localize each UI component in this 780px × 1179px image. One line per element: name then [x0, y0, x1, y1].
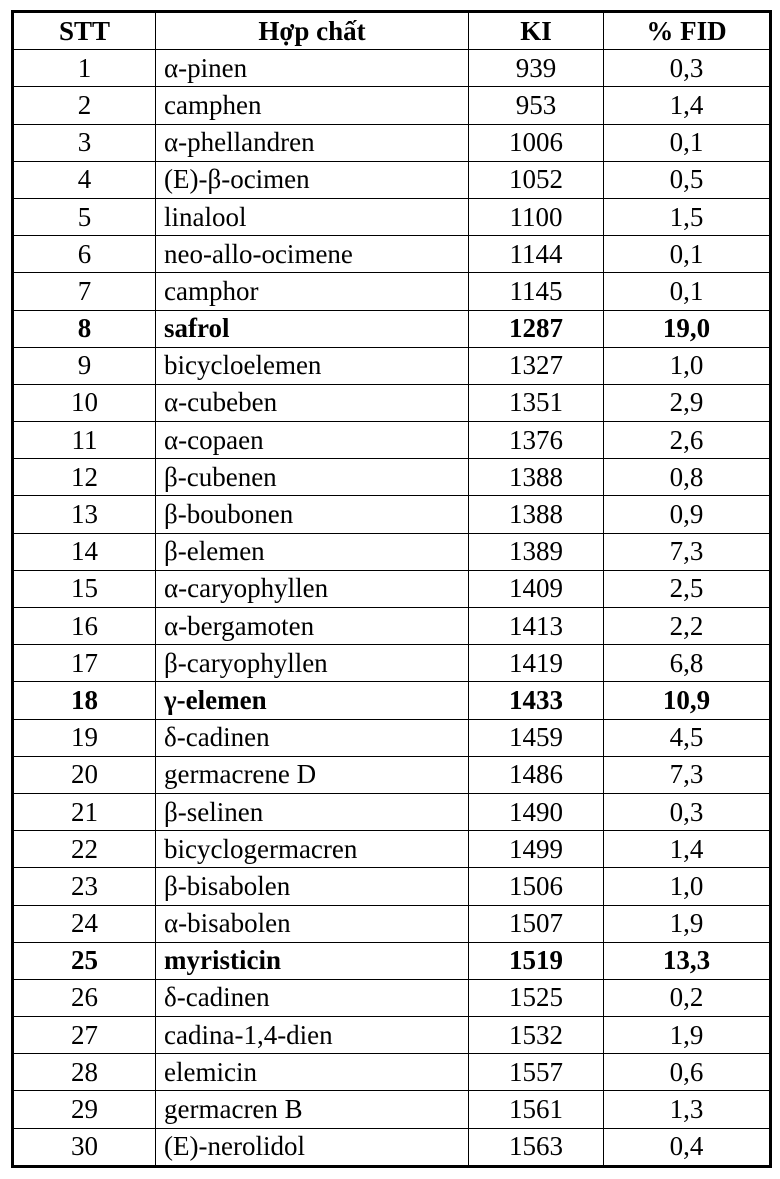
cell-fid: 1,4 [604, 831, 770, 868]
cell-compound: α-bisabolen [156, 905, 469, 942]
cell-compound: bicyclogermacren [156, 831, 469, 868]
table-row [14, 793, 770, 830]
table-row [14, 608, 770, 645]
cell-stt: 18 [14, 682, 156, 719]
cell-stt: 11 [14, 422, 156, 459]
cell-stt: 6 [14, 236, 156, 273]
cell-ki: 1327 [469, 347, 604, 384]
cell-ki: 1557 [469, 1054, 604, 1091]
cell-compound: camphen [156, 87, 469, 124]
cell-ki: 1389 [469, 533, 604, 570]
cell-ki: 1459 [469, 719, 604, 756]
cell-fid: 19,0 [604, 310, 770, 347]
cell-fid: 2,9 [604, 384, 770, 421]
cell-compound: germacren B [156, 1091, 469, 1128]
cell-ki: 1507 [469, 905, 604, 942]
table-row [14, 87, 770, 124]
cell-ki: 1100 [469, 198, 604, 235]
cell-fid: 0,3 [604, 793, 770, 830]
cell-compound: bicycloelemen [156, 347, 469, 384]
cell-fid: 0,5 [604, 161, 770, 198]
cell-stt: 30 [14, 1128, 156, 1165]
cell-ki: 1145 [469, 273, 604, 310]
cell-fid: 0,9 [604, 496, 770, 533]
cell-stt: 23 [14, 868, 156, 905]
cell-compound: safrol [156, 310, 469, 347]
cell-fid: 1,5 [604, 198, 770, 235]
cell-stt: 17 [14, 645, 156, 682]
cell-fid: 0,1 [604, 236, 770, 273]
cell-stt: 28 [14, 1054, 156, 1091]
cell-fid: 2,5 [604, 570, 770, 607]
table-row [14, 310, 770, 347]
cell-compound: neo-allo-ocimene [156, 236, 469, 273]
cell-stt: 22 [14, 831, 156, 868]
cell-compound: α-cubeben [156, 384, 469, 421]
cell-fid: 1,3 [604, 1091, 770, 1128]
table-row [14, 1017, 770, 1054]
cell-stt: 4 [14, 161, 156, 198]
cell-stt: 13 [14, 496, 156, 533]
cell-compound: myristicin [156, 942, 469, 979]
table-row [14, 756, 770, 793]
header-row [14, 13, 770, 50]
table-row [14, 50, 770, 87]
cell-stt: 26 [14, 979, 156, 1016]
table-row [14, 905, 770, 942]
cell-fid: 0,2 [604, 979, 770, 1016]
cell-compound: camphor [156, 273, 469, 310]
cell-stt: 25 [14, 942, 156, 979]
cell-compound: α-pinen [156, 50, 469, 87]
cell-fid: 0,1 [604, 273, 770, 310]
cell-compound: (E)-nerolidol [156, 1128, 469, 1165]
cell-stt: 9 [14, 347, 156, 384]
header-ki: KI [469, 13, 604, 50]
table-row [14, 236, 770, 273]
cell-fid: 7,3 [604, 756, 770, 793]
cell-stt: 21 [14, 793, 156, 830]
cell-fid: 1,9 [604, 1017, 770, 1054]
cell-ki: 1419 [469, 645, 604, 682]
compound-table [13, 12, 770, 1166]
cell-fid: 2,2 [604, 608, 770, 645]
table-row [14, 496, 770, 533]
cell-compound: β-cubenen [156, 459, 469, 496]
table-body [14, 50, 770, 1166]
cell-fid: 13,3 [604, 942, 770, 979]
table-row [14, 645, 770, 682]
cell-fid: 6,8 [604, 645, 770, 682]
cell-stt: 14 [14, 533, 156, 570]
table-row [14, 384, 770, 421]
cell-compound: α-bergamoten [156, 608, 469, 645]
table-row [14, 1091, 770, 1128]
cell-ki: 939 [469, 50, 604, 87]
cell-compound: α-caryophyllen [156, 570, 469, 607]
cell-fid: 1,0 [604, 347, 770, 384]
cell-ki: 1506 [469, 868, 604, 905]
cell-fid: 0,3 [604, 50, 770, 87]
cell-ki: 1287 [469, 310, 604, 347]
cell-compound: β-elemen [156, 533, 469, 570]
table-row [14, 682, 770, 719]
cell-compound: β-selinen [156, 793, 469, 830]
cell-stt: 3 [14, 124, 156, 161]
table-row [14, 161, 770, 198]
cell-compound: β-boubonen [156, 496, 469, 533]
cell-fid: 1,4 [604, 87, 770, 124]
table-row [14, 719, 770, 756]
cell-compound: δ-cadinen [156, 719, 469, 756]
table-row [14, 942, 770, 979]
cell-stt: 19 [14, 719, 156, 756]
cell-stt: 15 [14, 570, 156, 607]
cell-fid: 2,6 [604, 422, 770, 459]
table-row [14, 198, 770, 235]
cell-compound: germacrene D [156, 756, 469, 793]
header-fid: % FID [604, 13, 770, 50]
cell-ki: 1052 [469, 161, 604, 198]
cell-fid: 10,9 [604, 682, 770, 719]
table-row [14, 533, 770, 570]
cell-stt: 10 [14, 384, 156, 421]
cell-stt: 8 [14, 310, 156, 347]
cell-ki: 1144 [469, 236, 604, 273]
cell-ki: 1525 [469, 979, 604, 1016]
cell-compound: elemicin [156, 1054, 469, 1091]
cell-ki: 1409 [469, 570, 604, 607]
table-row [14, 459, 770, 496]
cell-ki: 1490 [469, 793, 604, 830]
cell-stt: 20 [14, 756, 156, 793]
header-compound: Hợp chất [156, 13, 469, 50]
table-row [14, 124, 770, 161]
cell-fid: 4,5 [604, 719, 770, 756]
cell-ki: 1563 [469, 1128, 604, 1165]
cell-ki: 953 [469, 87, 604, 124]
cell-stt: 7 [14, 273, 156, 310]
cell-ki: 1532 [469, 1017, 604, 1054]
cell-fid: 1,0 [604, 868, 770, 905]
cell-compound: γ-elemen [156, 682, 469, 719]
table-row [14, 347, 770, 384]
cell-ki: 1499 [469, 831, 604, 868]
cell-stt: 16 [14, 608, 156, 645]
cell-compound: (E)-β-ocimen [156, 161, 469, 198]
cell-stt: 29 [14, 1091, 156, 1128]
cell-compound: cadina-1,4-dien [156, 1017, 469, 1054]
cell-stt: 24 [14, 905, 156, 942]
cell-ki: 1388 [469, 496, 604, 533]
table-row [14, 1054, 770, 1091]
table-row [14, 422, 770, 459]
cell-stt: 12 [14, 459, 156, 496]
cell-compound: α-copaen [156, 422, 469, 459]
table-row [14, 1128, 770, 1165]
cell-compound: α-phellandren [156, 124, 469, 161]
cell-ki: 1351 [469, 384, 604, 421]
cell-fid: 0,6 [604, 1054, 770, 1091]
cell-ki: 1388 [469, 459, 604, 496]
cell-ki: 1561 [469, 1091, 604, 1128]
cell-fid: 7,3 [604, 533, 770, 570]
cell-ki: 1519 [469, 942, 604, 979]
cell-compound: linalool [156, 198, 469, 235]
cell-ki: 1413 [469, 608, 604, 645]
cell-fid: 0,1 [604, 124, 770, 161]
cell-ki: 1486 [469, 756, 604, 793]
cell-stt: 2 [14, 87, 156, 124]
table-row [14, 273, 770, 310]
cell-ki: 1376 [469, 422, 604, 459]
cell-ki: 1006 [469, 124, 604, 161]
cell-fid: 0,8 [604, 459, 770, 496]
cell-fid: 1,9 [604, 905, 770, 942]
table-row [14, 831, 770, 868]
cell-stt: 5 [14, 198, 156, 235]
cell-stt: 27 [14, 1017, 156, 1054]
cell-ki: 1433 [469, 682, 604, 719]
cell-compound: β-caryophyllen [156, 645, 469, 682]
cell-fid: 0,4 [604, 1128, 770, 1165]
cell-stt: 1 [14, 50, 156, 87]
cell-compound: δ-cadinen [156, 979, 469, 1016]
table-row [14, 570, 770, 607]
header-stt: STT [14, 13, 156, 50]
cell-compound: β-bisabolen [156, 868, 469, 905]
table-row [14, 868, 770, 905]
table-row [14, 979, 770, 1016]
